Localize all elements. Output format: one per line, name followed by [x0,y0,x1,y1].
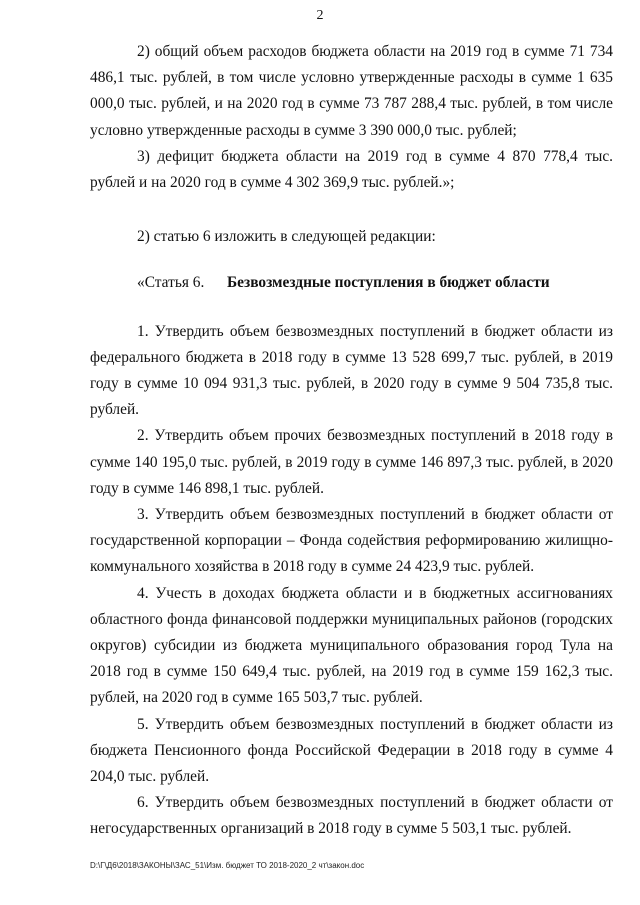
paragraph-instruction: 2) статью 6 изложить в следующей редакции: [137,228,436,246]
paragraph-expenses: 2) общий объем расходов бюджета области на 2019 год в сумме 71 734 486,1 тыс. рублей, в том числе условно утвержденные расходы в сумме 1 635 000,0 тыс. рублей, и на 2020 год в сумме 73 787 288,4 тыс. рублей, в том числе условно утвержденные расходы в сумме 3 390 000,0 тыс. рублей; [90,43,613,139]
article-item-4: 4. Учесть в доходах бюджета области и в бюджетных ассигнованиях областного фонда финансовой поддержки муниципальных районов (городских округов) субсидии из бюджета муниципального образования город Тула на 2018 год в сумме 150 649,4 тыс. рублей, на 2019 год в сумме 159 162,3 тыс. рублей, на 2020 год в сумме 165 503,7 тыс. рублей. [90,584,613,707]
paragraph-deficit: 3) дефицит бюджета области на 2019 год в сумме 4 870 778,4 тыс. рублей и на 2020 год в сумме 4 302 369,9 тыс. рублей.»; [90,147,613,192]
page-number: 2 [316,8,324,23]
document-body [90,39,613,843]
article-item-2: 2. Утвердить объем прочих безвозмездных поступлений в 2018 году в сумме 140 195,0 тыс. рублей, в 2019 году в сумме 146 897,3 тыс. рублей, в 2020 году в сумме 146 898,1 тыс. рублей. [90,427,613,497]
article-item-1: 1. Утвердить объем безвозмездных поступлений в бюджет области из федерального бюджета в 2018 году в сумме 13 528 699,7 тыс. рублей, в 2019 году в сумме 10 094 931,3 тыс. рублей, в 2020 году в сумме 9 504 735,8 тыс. рублей. [90,322,613,419]
spacer [90,297,613,319]
spacer [90,196,613,224]
article-heading [90,270,613,296]
article-item-6: 6. Утвердить объем безвозмездных поступлений в бюджет области от негосударственных организаций в 2018 году в сумме 5 503,1 тыс. рублей. [90,794,613,838]
spacer [90,250,613,270]
article-title: Безвозмездные поступления в бюджет области [227,274,550,292]
article-number: «Статья 6. [137,274,205,292]
article-item-3: 3. Утвердить объем безвозмездных поступлений в бюджет области от государственной корпорации – Фонда содействия реформированию жилищно-коммунального хозяйства в 2018 году в сумме 24 423,9 тыс. рублей. [90,506,613,576]
article-item-5: 5. Утвердить объем безвозмездных поступлений в бюджет области из бюджета Пенсионного фонда Российской Федерации в 2018 году в сумме 4 204,0 тыс. рублей. [90,715,613,786]
footer-file-path: D:\Г\Д6\2018\ЗАКОНЫ\ЗАС_51\Изм. бюджет ТО 2018-2020_2 чт\закон.doc [90,861,365,870]
